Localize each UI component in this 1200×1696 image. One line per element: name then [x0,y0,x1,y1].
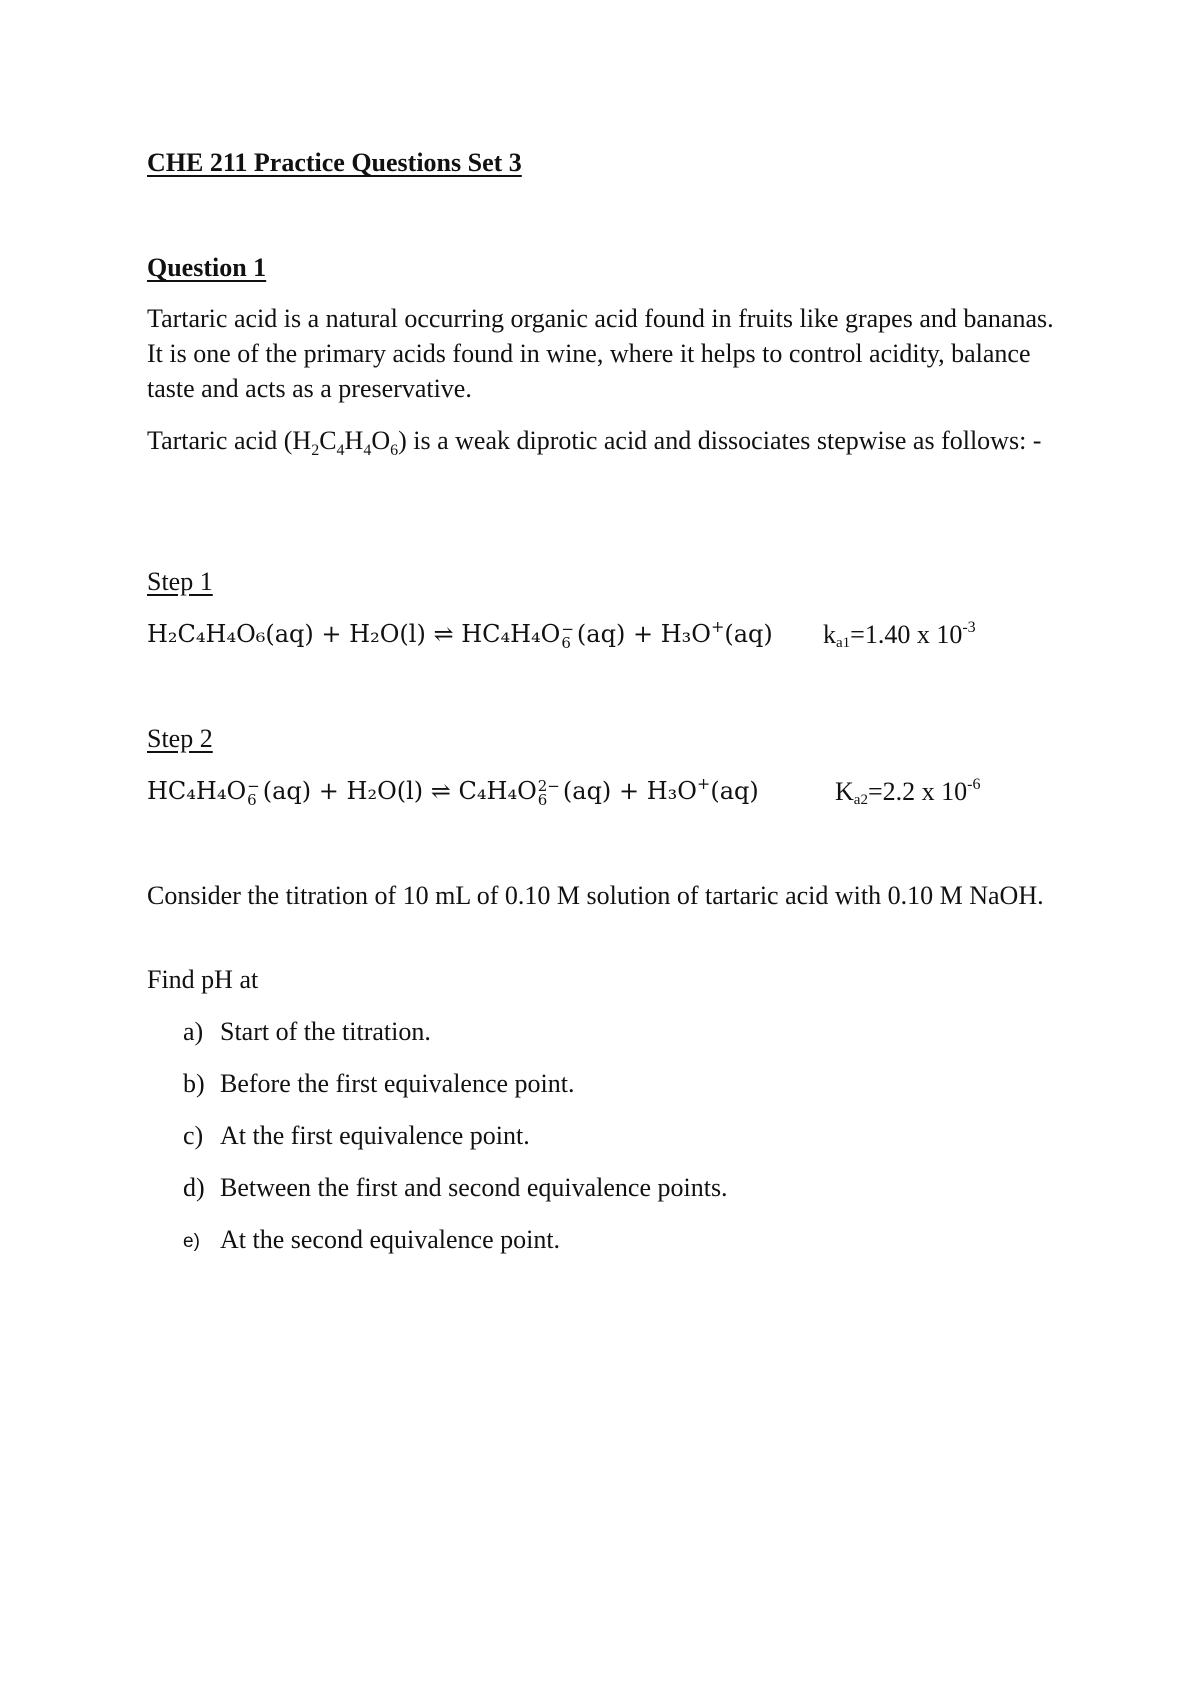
step-2-equation [147,774,759,809]
question-heading: Question 1 [147,253,267,282]
formula-prefix: Tartaric acid ( [147,426,293,455]
titration-paragraph: Consider the titration of 10 mL of 0.10 M solution of tartaric acid with 0.10 M NaOH. [147,881,1044,910]
find-ph-prompt: Find pH at [147,965,259,994]
reactant: H₂C₄H₄O₆(aq) [147,620,314,648]
reactant: H₂O(l) [346,777,424,805]
plus-sign: + [318,777,339,805]
tartaric-formula: $H_2C_4H_4O_6$ [292,426,399,459]
plus-sign: + [632,620,654,648]
ka1-value: ka1=1.40 x $10^{-3}$ [823,619,976,651]
plus-sign: + [321,620,342,648]
formula-suffix: ) is a weak diprotic acid and dissociates stepwise as follows: - [398,426,1042,455]
equilibrium-arrow: ⇌ [433,620,454,648]
list-item: d) Between the first and second equivalence points. [183,1173,728,1202]
product-ion: H₃O+(aq) [646,774,759,805]
list-item: c) At the first equivalence point. [183,1121,530,1150]
product-ion: C₄H₄O 2− 6 (aq) [458,776,612,809]
document-title: CHE 211 Practice Questions Set 3 [147,148,522,177]
product-ion: HC₄H₄O − 6 (aq) [461,619,626,652]
plus-sign: + [618,777,640,805]
step-2-label: Step 2 [147,724,213,753]
step-1-equation [147,617,773,652]
list-item: a) Start of the titration. [183,1017,431,1046]
product-ion: H₃O+(aq) [660,617,773,648]
reactant-ion: HC₄H₄O − 6 (aq) [147,776,312,809]
step-1-label: Step 1 [147,567,213,596]
formula-paragraph [147,423,1067,458]
reactant: H₂O(l) [349,620,426,648]
intro-paragraph: Tartaric acid is a natural occurring organic acid found in fruits like grapes and bananas. It is one of the primary acids found in wine, where it helps to control acidity, balance taste and acts as a preservative. [147,304,1054,403]
list-item: e) At the second equivalence point. [183,1225,561,1254]
question-options [183,1014,728,1274]
list-item: b) Before the first equivalence point. [183,1069,575,1098]
ka2-value: Ka2=2.2 x $10^{-6}$ [835,776,981,808]
equilibrium-arrow: ⇌ [430,777,451,805]
